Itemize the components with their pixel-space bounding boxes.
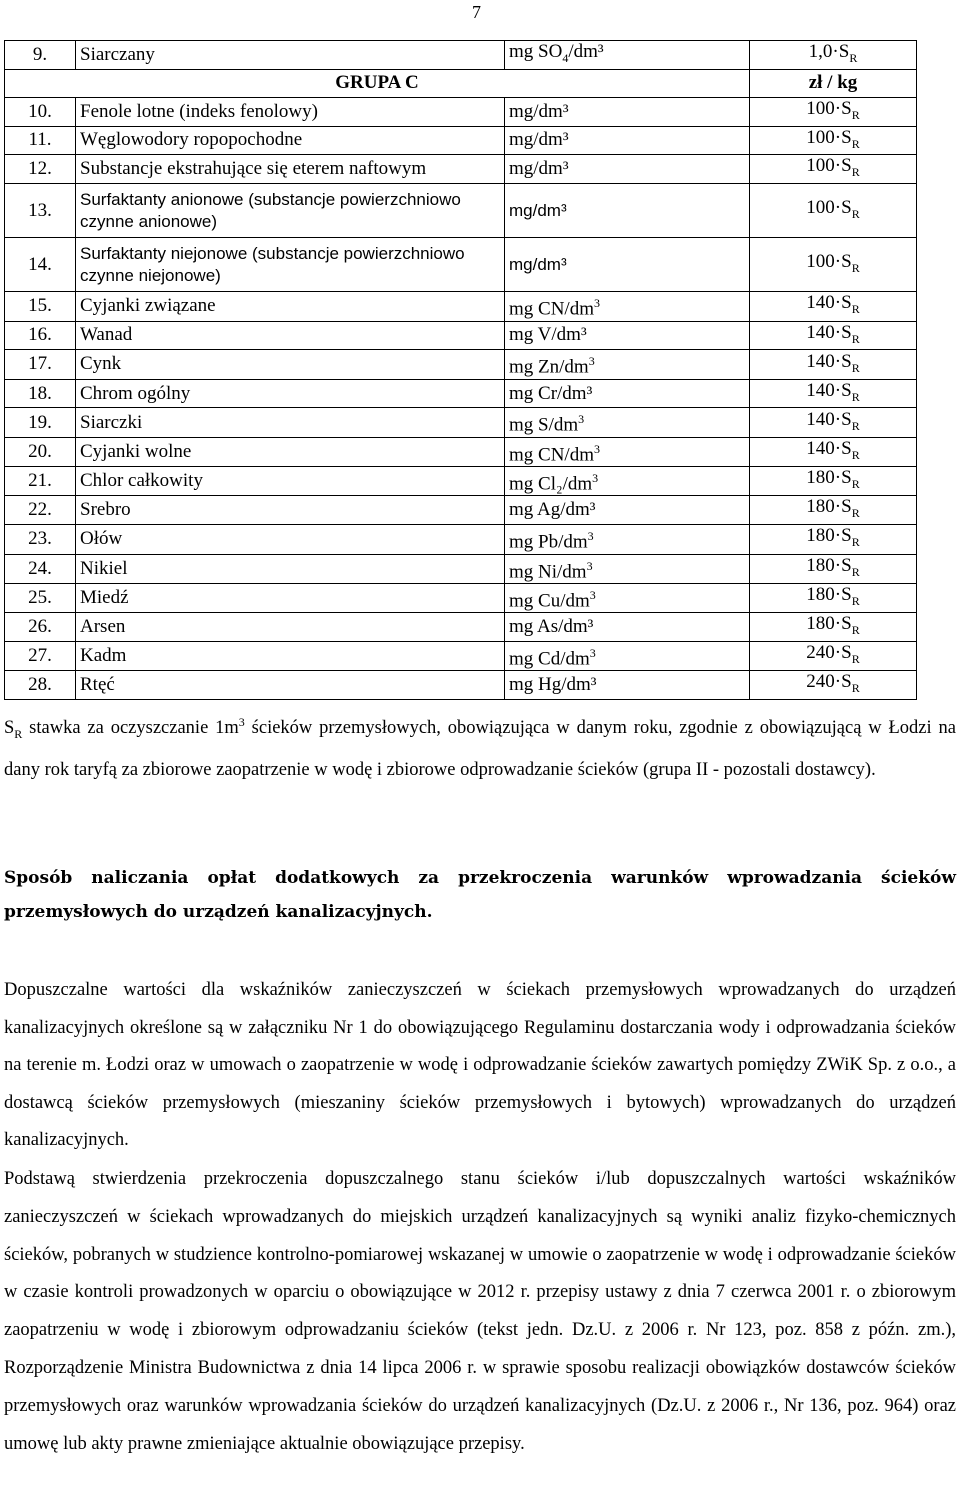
unit-text: mg/dm³	[509, 100, 569, 122]
table-row	[5, 184, 917, 238]
note-symbol: S	[4, 718, 15, 739]
table-row	[5, 321, 917, 350]
row-unit	[505, 671, 750, 700]
unit-superscript: 3	[589, 587, 596, 602]
unit-text: mg S/dm	[509, 414, 579, 436]
fees-table	[4, 40, 917, 700]
unit-superscript: 3	[593, 296, 600, 311]
fees-table-body	[5, 41, 917, 700]
row-number: 16.	[5, 321, 76, 350]
row-name: Ołów	[76, 525, 505, 554]
unit-text: mg Zn/dm	[509, 356, 589, 378]
row-number: 14.	[5, 238, 76, 292]
row-rate	[750, 126, 917, 155]
row-rate	[750, 437, 917, 466]
unit-superscript: 3	[592, 471, 599, 486]
row-rate	[750, 583, 917, 612]
note-superscript: 3	[238, 715, 245, 729]
table-row	[5, 496, 917, 525]
paragraph-1: Dopuszczalne wartości dla wskaźników zanieczyszczeń w ściekach przemysłowych wprowadzanych do urządzeń kanalizacyjnych określone są w załączniku Nr 1 do obowiązującego Regulaminu dostarczania wody i odprowadzania ścieków na terenie m. Łodzi oraz w umowach o zaopatrzenie w wodę i odprowadzanie ścieków zawartych pomiędzy ZWiK Sp. z o.o., a dostawcą ścieków przemysłowych (mieszaniny ścieków przemysłowych i bytowych) wprowadzanych do urządzeń kanalizacyjnych.	[4, 980, 956, 1150]
rate-text: 180·S	[806, 584, 852, 606]
row-number: 21.	[5, 467, 76, 496]
group-header-row	[5, 69, 917, 97]
row-name: Substancje ekstrahujące się eterem naftowym	[76, 155, 505, 184]
page-number: 7	[472, 2, 481, 22]
row-rate	[750, 184, 917, 238]
section-heading: Sposób naliczania opłat dodatkowych za przekroczenia warunków wprowadzania ścieków przemysłowych do urządzeń kanalizacyjnych.	[4, 868, 956, 922]
table-row	[5, 671, 917, 700]
unit-text: mg/dm³	[509, 200, 567, 220]
unit-superscript: 3	[588, 354, 595, 369]
rate-text: 180·S	[806, 525, 852, 547]
unit-text: mg As/dm³	[509, 616, 594, 638]
unit-text: mg/dm³	[509, 129, 569, 151]
row-name: Cyjanki wolne	[76, 437, 505, 466]
unit-text: mg Cr/dm³	[509, 382, 593, 404]
row-number: 9.	[5, 41, 76, 70]
rate-subscript: R	[851, 165, 860, 180]
unit-superscript: 3	[593, 441, 600, 456]
row-number: 19.	[5, 408, 76, 437]
row-name: Chlor całkowity	[76, 467, 505, 496]
rate-text: 100·S	[806, 155, 852, 177]
unit-text: mg V/dm³	[509, 324, 587, 346]
row-rate	[750, 525, 917, 554]
rate-subscript: R	[851, 681, 860, 696]
row-rate	[750, 97, 917, 126]
row-rate	[750, 155, 917, 184]
row-rate	[750, 350, 917, 379]
row-name: Rtęć	[76, 671, 505, 700]
rate-text: 240·S	[806, 642, 852, 664]
row-name: Wanad	[76, 321, 505, 350]
row-name: Siarczki	[76, 408, 505, 437]
group-unit: zł / kg	[750, 69, 917, 97]
row-rate	[750, 467, 917, 496]
row-rate	[750, 292, 917, 321]
row-unit	[505, 467, 750, 496]
paragraph-2: Podstawą stwierdzenia przekroczenia dopuszczalnego stanu ścieków i/lub dopuszczalnych wartości wskaźników zanieczyszczeń w ściekach wprowadzanych do miejskich urządzeń kanalizacyjnych są wyniki analiz fizyko-chemicznych ścieków, pobranych w studzience kontrolno-pomiarowej wskazanej w umowie o zaopatrzenie w wodę i odprowadzanie ścieków w czasie kontroli prowadzonych w oparciu o obowiązujące w 2012 r. przepisy ustawy z dnia 7 czerwca 2001 r. o zbiorowym zaopatrzeniu w wodę i zbiorowym odprowadzaniu ścieków (tekst jedn. Dz.U. z 2006 r. Nr 123, poz. 858 z późn. zm.), Rozporządzenie Ministra Budownictwa z dnia 14 lipca 2006 r. w sprawie sposobu realizacji obowiązków dostawców ścieków przemysłowych oraz warunków wprowadzania ścieków do urządzeń kanalizacyjnych (Dz.U. z 2006 r., Nr 136, poz. 964) oraz umowę lub akty prawne zmieniające aktualnie obowiązujące przepisy.	[4, 1169, 956, 1454]
row-unit	[505, 292, 750, 321]
unit-text: mg CN/dm	[509, 298, 594, 320]
row-rate	[750, 379, 917, 408]
row-name: Węglowodory ropopochodne	[76, 126, 505, 155]
row-number: 24.	[5, 554, 76, 583]
row-name: Miedź	[76, 583, 505, 612]
rate-text: 100·S	[806, 126, 852, 148]
unit-superscript: 3	[587, 529, 594, 544]
row-rate	[750, 613, 917, 642]
unit-superscript: 3	[578, 412, 585, 427]
rate-text: 180·S	[806, 467, 852, 489]
rate-subscript: R	[851, 652, 860, 667]
row-number: 23.	[5, 525, 76, 554]
row-number: 20.	[5, 437, 76, 466]
unit-text: mg Cd/dm	[509, 648, 590, 670]
rate-text: 140·S	[806, 292, 852, 314]
rate-text: 100·S	[806, 97, 852, 119]
row-rate	[750, 238, 917, 292]
rate-subscript: R	[851, 206, 860, 221]
unit-superscript: 3	[589, 646, 596, 660]
rate-text: 140·S	[806, 379, 852, 401]
rate-text: 140·S	[806, 321, 852, 343]
unit-text: mg CN/dm	[509, 444, 594, 466]
row-number: 10.	[5, 97, 76, 126]
rate-text: 100·S	[806, 196, 852, 218]
rate-text: 180·S	[806, 496, 852, 518]
row-rate	[750, 671, 917, 700]
row-unit	[505, 126, 750, 155]
row-name: Arsen	[76, 613, 505, 642]
table-row	[5, 126, 917, 155]
row-rate	[750, 321, 917, 350]
row-rate	[750, 408, 917, 437]
row-rate	[750, 41, 917, 70]
row-number: 15.	[5, 292, 76, 321]
row-unit	[505, 496, 750, 525]
row-number: 13.	[5, 184, 76, 238]
rate-subscript: R	[851, 564, 860, 579]
rate-text: 100·S	[806, 250, 852, 272]
unit-text: mg/dm³	[509, 254, 567, 274]
row-unit	[505, 184, 750, 238]
table-row	[5, 292, 917, 321]
rate-text: 180·S	[806, 613, 852, 635]
rate-subscript: R	[851, 360, 860, 375]
row-name: Cynk	[76, 350, 505, 379]
rate-text: 140·S	[806, 438, 852, 460]
unit-text: mg Pb/dm	[509, 531, 588, 553]
unit-text: mg Hg/dm³	[509, 674, 597, 696]
unit-text: mg Ag/dm³	[509, 499, 596, 521]
row-name: Kadm	[76, 642, 505, 671]
table-row	[5, 41, 917, 70]
table-row	[5, 437, 917, 466]
rate-subscript: R	[851, 331, 860, 346]
row-name: Cyjanki związane	[76, 292, 505, 321]
row-name: Siarczany	[76, 41, 505, 70]
row-number: 22.	[5, 496, 76, 525]
table-row	[5, 379, 917, 408]
row-unit	[505, 408, 750, 437]
rate-subscript: R	[851, 260, 860, 275]
table-row	[5, 467, 917, 496]
row-name: Fenole lotne (indeks fenolowy)	[76, 97, 505, 126]
row-rate	[750, 496, 917, 525]
unit-text: mg Cl₂/dm	[509, 473, 593, 495]
row-unit	[505, 642, 750, 671]
row-number: 26.	[5, 613, 76, 642]
row-unit	[505, 321, 750, 350]
rate-subscript: R	[851, 535, 860, 550]
note-text-a: stawka za oczyszczanie 1m	[22, 718, 239, 739]
row-number: 28.	[5, 671, 76, 700]
rate-note	[4, 704, 956, 788]
rate-subscript: R	[851, 389, 860, 404]
rate-subscript: R	[851, 418, 860, 433]
unit-subscript: 4	[562, 50, 569, 65]
unit-text: mg/dm³	[509, 158, 569, 180]
rate-subscript: R	[851, 506, 860, 521]
row-name: Chrom ogólny	[76, 379, 505, 408]
note-text-b: ścieków przemysłowych, obowiązująca w danym roku, zgodnie z obowiązującą w Łodzi na dany rok taryfą za zbiorowe zaopatrzenie w wodę i zbiorowe odprowadzanie ścieków (grupa II - pozostali dostawcy).	[4, 718, 956, 780]
row-rate	[750, 642, 917, 671]
rate-text: 140·S	[806, 350, 852, 372]
row-unit	[505, 97, 750, 126]
row-number: 11.	[5, 126, 76, 155]
row-unit	[505, 350, 750, 379]
rate-text: 1,0·S	[808, 41, 850, 62]
table-row	[5, 554, 917, 583]
row-unit	[505, 613, 750, 642]
unit-text: mg SO	[509, 41, 563, 62]
unit-superscript: 3	[586, 558, 593, 573]
table-row	[5, 642, 917, 671]
row-number: 25.	[5, 583, 76, 612]
row-number: 17.	[5, 350, 76, 379]
row-number: 27.	[5, 642, 76, 671]
rate-subscript: R	[851, 623, 860, 637]
row-name: Surfaktanty anionowe (substancje powierzchniowo czynne anionowe)	[76, 184, 505, 238]
rate-subscript: R	[851, 107, 860, 122]
row-unit	[505, 525, 750, 554]
table-row	[5, 525, 917, 554]
row-name: Nikiel	[76, 554, 505, 583]
table-row	[5, 155, 917, 184]
table-row	[5, 97, 917, 126]
table-row	[5, 583, 917, 612]
table-row	[5, 350, 917, 379]
rate-subscript: R	[851, 477, 860, 492]
table-row	[5, 238, 917, 292]
rate-subscript: R	[849, 50, 858, 65]
row-unit	[505, 41, 750, 70]
rate-subscript: R	[851, 136, 860, 151]
row-unit	[505, 583, 750, 612]
unit-text: mg Ni/dm	[509, 560, 587, 582]
table-row	[5, 613, 917, 642]
unit-text-post: /dm³	[568, 41, 604, 62]
rate-text: 240·S	[806, 671, 852, 693]
row-rate	[750, 554, 917, 583]
row-number: 18.	[5, 379, 76, 408]
note-symbol-subscript: R	[14, 726, 23, 741]
rate-subscript: R	[851, 447, 860, 462]
rate-subscript: R	[851, 593, 860, 608]
row-unit	[505, 437, 750, 466]
group-title: GRUPA C	[5, 69, 750, 97]
row-unit	[505, 554, 750, 583]
row-unit	[505, 238, 750, 292]
row-name: Surfaktanty niejonowe (substancje powierzchniowo czynne niejonowe)	[76, 238, 505, 292]
unit-text: mg Cu/dm	[509, 590, 590, 612]
rate-text: 180·S	[806, 554, 852, 576]
row-number: 12.	[5, 155, 76, 184]
row-name: Srebro	[76, 496, 505, 525]
table-row	[5, 408, 917, 437]
row-unit	[505, 155, 750, 184]
rate-subscript: R	[851, 302, 860, 317]
row-unit	[505, 379, 750, 408]
rate-text: 140·S	[806, 408, 852, 430]
